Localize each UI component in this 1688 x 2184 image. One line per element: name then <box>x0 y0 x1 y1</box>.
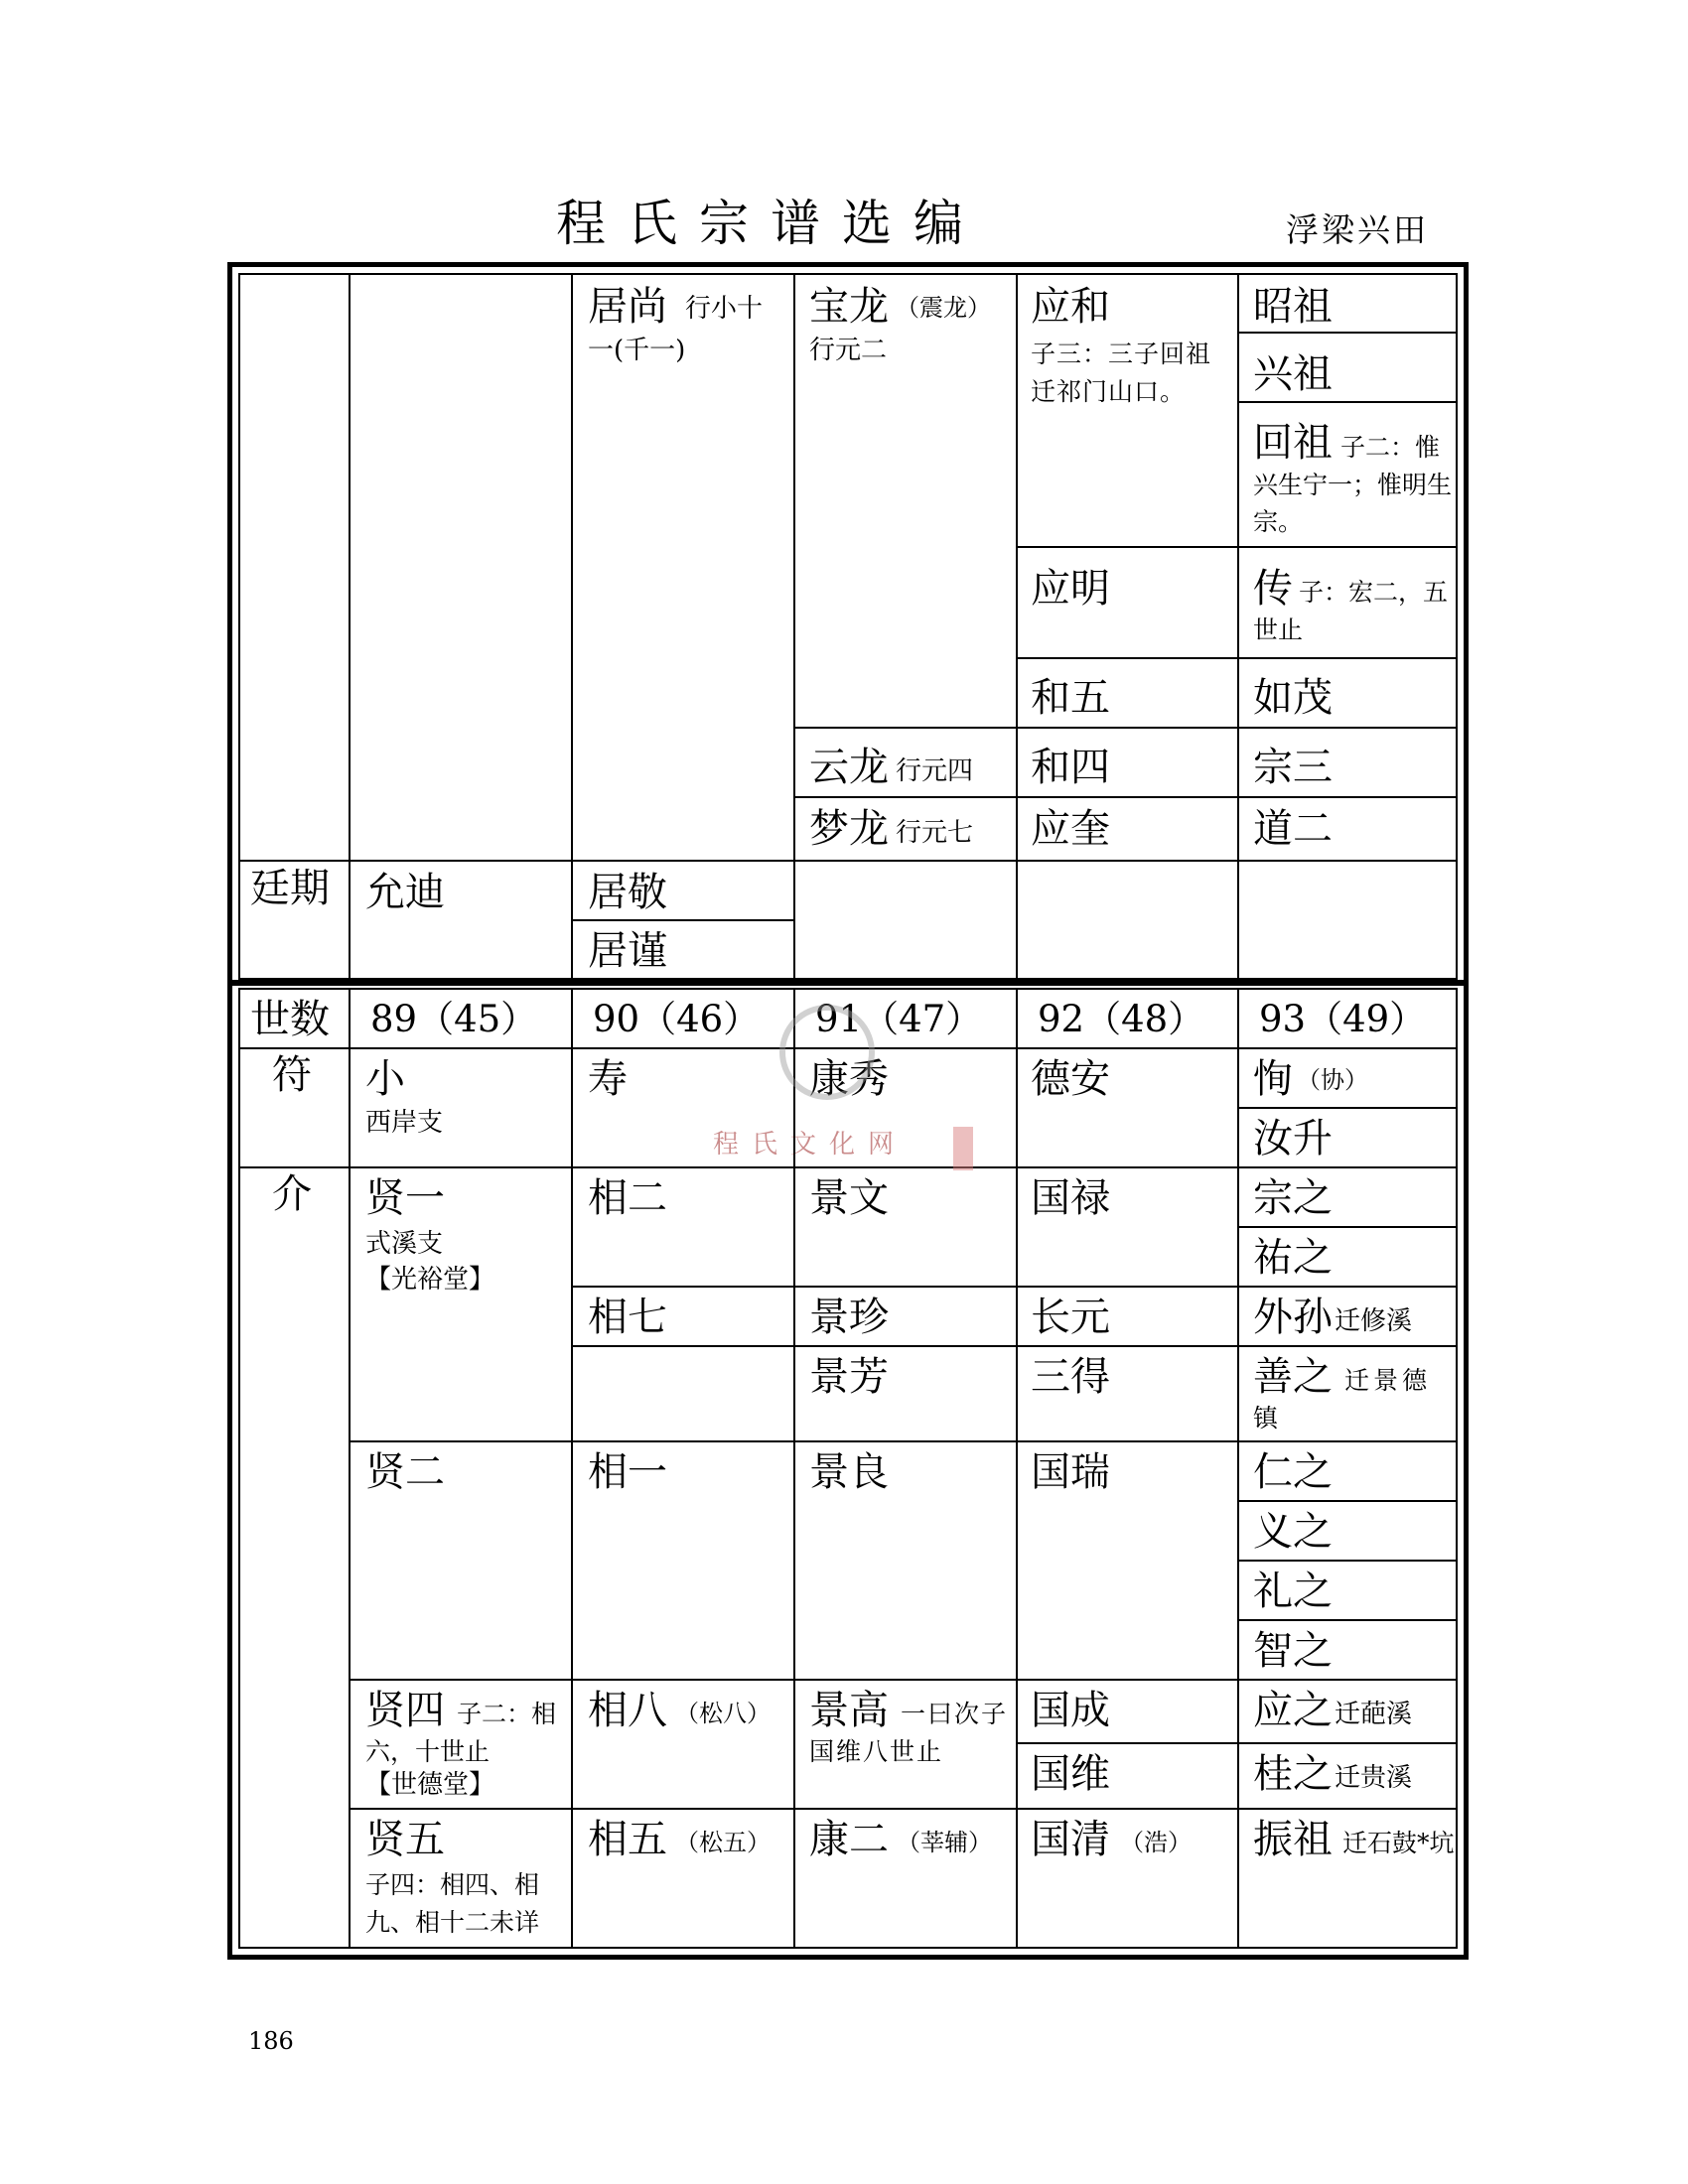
person-xiangwu: 相五 <box>588 1817 667 1862</box>
note-chuan: 子：宏二，五世止 <box>1253 578 1449 644</box>
note-menglong: 行元七 <box>896 818 974 848</box>
person-guizhi: 桂之 <box>1253 1751 1333 1797</box>
person-guowei: 国维 <box>1031 1751 1110 1797</box>
person-kangxiu: 康秀 <box>809 1056 889 1102</box>
note-guoqing: （浩） <box>1120 1829 1192 1856</box>
person-xianyi: 贤一 <box>365 1175 445 1221</box>
person-renzhi: 仁之 <box>1253 1449 1333 1495</box>
person-guolu: 国禄 <box>1031 1175 1110 1221</box>
gen-col-4: 92（48） <box>1038 998 1205 1040</box>
note-yingzhi: 迁葩溪 <box>1335 1700 1413 1729</box>
note-xiangwu: （松五） <box>675 1829 771 1856</box>
person-jujing: 居敬 <box>588 870 667 915</box>
person-yunlong: 云龙 <box>809 745 889 790</box>
note-shanzhi: 迁景德镇 <box>1253 1366 1432 1433</box>
note-xianyi-1: 式溪支 <box>365 1229 444 1259</box>
person-jingliang: 景良 <box>809 1449 889 1495</box>
note-xun: （协） <box>1297 1066 1368 1094</box>
note-guizhi: 迁贵溪 <box>1335 1763 1413 1793</box>
person-baolong: 宝龙 <box>809 284 889 330</box>
note-jinggao: 一曰次子国维八世止 <box>809 1700 1009 1766</box>
note-xianwu: 子四：相四、相九、相十二未详 <box>365 1870 540 1937</box>
gen-col-3: 91（47） <box>815 998 983 1040</box>
branch-jie: 介 <box>272 1171 312 1217</box>
section-divider <box>232 980 1464 986</box>
person-zhizhi: 智之 <box>1253 1628 1333 1674</box>
person-rusheng: 汝升 <box>1253 1116 1333 1161</box>
note-xianyi-2: 【光裕堂】 <box>365 1265 495 1295</box>
person-waisun: 外孙 <box>1253 1295 1333 1340</box>
person-guocheng: 国成 <box>1031 1688 1110 1733</box>
person-huizu: 回祖 <box>1253 420 1333 466</box>
note-waisun: 迁修溪 <box>1335 1306 1413 1336</box>
person-zongzhi: 宗之 <box>1253 1175 1333 1221</box>
person-tingqi: 廷期 <box>250 866 330 911</box>
gen-col-2: 90（46） <box>593 998 761 1040</box>
note-huizu: 子二：惟兴生宁一；惟明生宗。 <box>1253 433 1453 536</box>
person-xianwu: 贤五 <box>365 1817 445 1862</box>
note-xiansi: 子二：相六，十世止 <box>365 1700 557 1766</box>
note-xiansi-2: 【世德堂】 <box>365 1770 495 1800</box>
person-xun: 恂 <box>1253 1056 1293 1102</box>
person-yundi: 允迪 <box>365 870 445 915</box>
person-xiao: 小 <box>365 1056 405 1102</box>
person-zongsan: 宗三 <box>1253 745 1333 790</box>
note-zhenzu: 迁石鼓*坑 <box>1342 1829 1455 1857</box>
note-jushang-2: 一(千一) <box>588 336 686 365</box>
person-hewu: 和五 <box>1031 675 1110 721</box>
note-xiao: 西岸支 <box>365 1108 444 1138</box>
page-title: 程氏宗谱选编 <box>556 195 985 252</box>
person-xiangqi: 相七 <box>588 1295 667 1340</box>
watermark-seal <box>779 1005 875 1100</box>
page-subtitle: 浮梁兴田 <box>1286 210 1429 249</box>
watermark-stamp <box>953 1127 973 1170</box>
note-jushang-1: 行小十 <box>685 294 764 324</box>
person-jushang: 居尚 <box>588 284 667 330</box>
person-sande: 三得 <box>1031 1354 1110 1400</box>
branch-fu: 符 <box>272 1052 312 1098</box>
person-jingfang: 景芳 <box>809 1354 889 1400</box>
person-xingzu: 兴祖 <box>1253 351 1333 397</box>
person-daoer: 道二 <box>1253 806 1333 852</box>
person-jinggao: 景高 <box>809 1688 889 1733</box>
watermark-text: 程氏文化网 <box>713 1130 908 1160</box>
person-xiansi: 贤四 <box>365 1688 445 1733</box>
person-kanger: 康二 <box>809 1817 889 1862</box>
person-xiangyi: 相一 <box>588 1449 667 1495</box>
person-xianger: 相二 <box>588 1175 667 1221</box>
note-baolong-1: （震龙） <box>896 294 991 322</box>
note-yunlong: 行元四 <box>896 756 974 786</box>
note-yinghe: 子三：三子回祖迁祁门山口。 <box>1031 340 1212 406</box>
note-kanger: （莘辅） <box>897 1829 992 1856</box>
person-xiangba: 相八 <box>588 1688 667 1733</box>
page-number: 186 <box>248 2027 294 2055</box>
person-guoqing: 国清 <box>1031 1817 1110 1862</box>
person-chuan: 传 <box>1253 566 1293 612</box>
person-yingming: 应明 <box>1031 566 1110 612</box>
note-xiangba: （松八） <box>675 1700 771 1727</box>
person-guorui: 国瑞 <box>1031 1449 1110 1495</box>
person-zhenzu: 振祖 <box>1253 1817 1333 1862</box>
person-shanzhi: 善之 <box>1253 1354 1333 1400</box>
person-changyuan: 长元 <box>1031 1295 1110 1340</box>
person-yizhi: 义之 <box>1253 1509 1333 1555</box>
person-jujin: 居谨 <box>588 928 667 974</box>
person-dean: 德安 <box>1031 1056 1110 1102</box>
gen-col-1: 89（45） <box>370 998 538 1040</box>
generation-label: 世数 <box>250 997 330 1042</box>
person-menglong: 梦龙 <box>809 806 889 852</box>
person-jingwen: 景文 <box>809 1175 889 1221</box>
person-yingkui: 应奎 <box>1031 806 1110 852</box>
person-hesi: 和四 <box>1031 745 1110 790</box>
person-zhaozu: 昭祖 <box>1253 284 1333 330</box>
person-rumao: 如茂 <box>1253 675 1333 721</box>
person-jingzhen: 景珍 <box>809 1295 889 1340</box>
person-xianer: 贤二 <box>365 1449 445 1495</box>
person-lizhi: 礼之 <box>1253 1569 1333 1614</box>
gen-col-5: 93（49） <box>1259 998 1427 1040</box>
person-youzhi: 祐之 <box>1253 1235 1333 1281</box>
person-yingzhi: 应之 <box>1253 1688 1333 1733</box>
person-shou: 寿 <box>588 1056 628 1102</box>
note-baolong-2: 行元二 <box>809 336 888 365</box>
person-yinghe: 应和 <box>1031 284 1110 330</box>
